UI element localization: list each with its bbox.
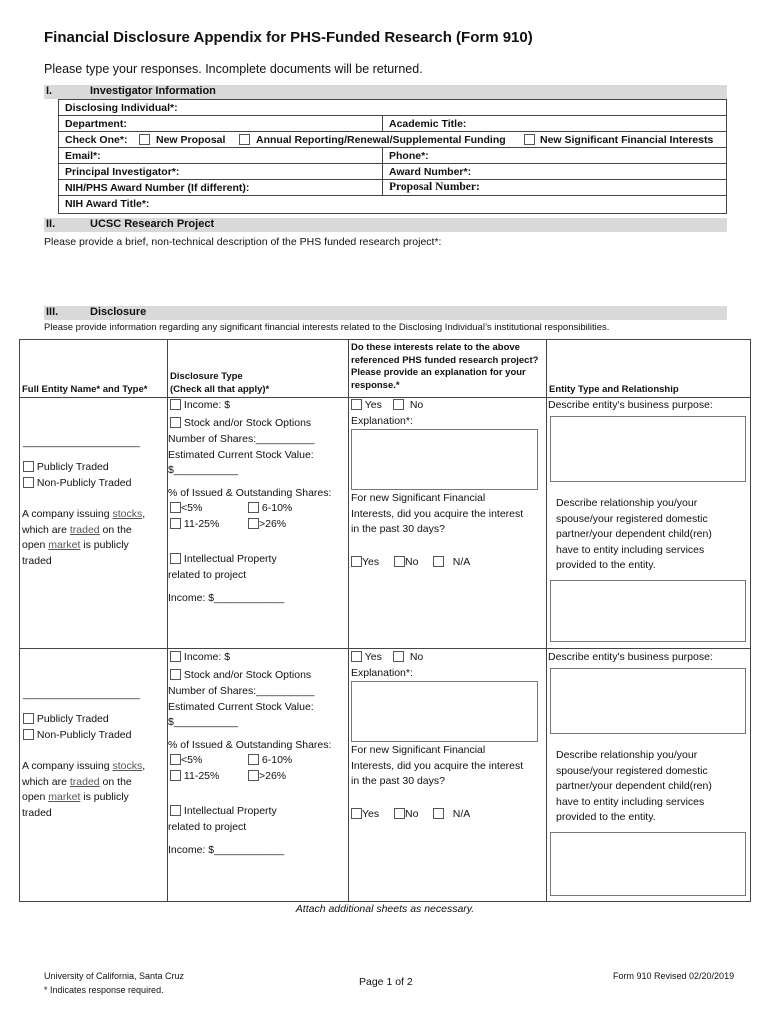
relationship-prompt: Describe relationship you/your spouse/your registered domestic partner/your dependent child(ren) have to entity including services provided to the entity. (556, 497, 712, 571)
relationship-input[interactable] (550, 832, 746, 896)
intellectual-property-option[interactable]: Intellectual Property (170, 804, 277, 820)
relationship-prompt: Describe relationship you/your spouse/your registered domestic partner/your dependent child(ren) have to entity including services provided to the entity. (556, 749, 712, 823)
phone-field[interactable]: Phone*: (389, 150, 429, 162)
stock-options-checkbox[interactable] (170, 417, 181, 428)
non-publicly-traded-checkbox[interactable] (23, 477, 34, 488)
header-relate: Do these interests relate to the above referenced PHS funded research project? Please provide an explanation for your response.* (351, 342, 539, 391)
intellectual-property-label-2: related to project (168, 569, 247, 581)
sfi-no-option[interactable]: No (394, 555, 418, 571)
footer-required-note: * Indicates response required. (44, 985, 164, 995)
number-of-shares-field[interactable]: Number of Shares:__________ (168, 685, 315, 697)
pct-11-25-checkbox[interactable] (170, 770, 181, 781)
publicly-traded-option[interactable]: Publicly Traded (23, 712, 109, 728)
estimated-stock-value-field[interactable]: $___________ (168, 464, 239, 476)
sfi-no-checkbox[interactable] (394, 556, 405, 567)
income-option[interactable]: Income: $ (170, 650, 230, 666)
pct-lt5-option[interactable]: <5% (170, 753, 202, 769)
pct-6-10-option[interactable]: 6-10% (248, 501, 292, 517)
disclosure-entry-1 (20, 398, 750, 648)
new-sfi-question: For new Significant Financial Interests, did you acquire the interest in the past 30 days? (351, 744, 524, 787)
sfi-yes-option[interactable]: Yes (351, 807, 379, 823)
income-checkbox[interactable] (170, 399, 181, 410)
sfi-na-option[interactable]: N/A (433, 807, 470, 823)
nih-award-title-field[interactable]: NIH Award Title*: (65, 198, 150, 210)
email-field[interactable]: Email*: (65, 150, 101, 162)
traded-link[interactable]: traded (69, 775, 100, 788)
disclosure-entry-2 (20, 650, 750, 902)
relate-no-option[interactable]: No (393, 398, 423, 414)
new-sfi-question: For new Significant Financial Interests, did you acquire the interest in the past 30 days? (351, 492, 524, 535)
project-description-prompt: Please provide a brief, non-technical description of the PHS funded research project*: (44, 236, 442, 248)
pct-11-25-option[interactable]: 11-25% (170, 769, 219, 785)
pct-6-10-option[interactable]: 6-10% (248, 753, 292, 769)
sfi-yes-checkbox[interactable] (351, 556, 362, 567)
section-2-label: UCSC Research Project (90, 218, 215, 230)
entity-name-blank[interactable]: ____________________ (23, 436, 140, 448)
section-1-header (44, 85, 727, 99)
explanation-input[interactable] (351, 429, 538, 490)
non-publicly-traded-option[interactable]: Non-Publicly Traded (23, 728, 131, 744)
section-1-number: I. (46, 85, 53, 97)
pct-lt5-checkbox[interactable] (170, 502, 181, 513)
new-sfi-label: New Significant Financial Interests (540, 134, 714, 146)
pct-gt26-option[interactable]: >26% (248, 517, 286, 533)
annual-reporting-checkbox[interactable] (239, 134, 250, 145)
stock-options-checkbox[interactable] (170, 669, 181, 680)
intellectual-property-checkbox[interactable] (170, 553, 181, 564)
stock-options-option[interactable]: Stock and/or Stock Options (170, 416, 311, 432)
relate-no-option[interactable]: No (393, 650, 423, 666)
ip-income-field[interactable]: Income: $____________ (168, 844, 285, 856)
entity-name-blank[interactable]: ____________________ (23, 688, 140, 700)
explanation-input[interactable] (351, 681, 538, 742)
nih-award-number-field[interactable]: NIH/PHS Award Number (If different): (65, 182, 250, 194)
academic-title-field[interactable]: Academic Title: (389, 118, 467, 130)
pct-gt26-checkbox[interactable] (248, 770, 259, 781)
award-number-field[interactable]: Award Number*: (389, 166, 472, 178)
intellectual-property-option[interactable]: Intellectual Property (170, 552, 277, 568)
sfi-na-checkbox[interactable] (433, 808, 444, 819)
check-one-label: Check One*: (65, 134, 128, 146)
project-description-input[interactable] (44, 252, 727, 302)
header-disclosure-type: Disclosure Type (Check all that apply)* (170, 371, 270, 395)
sfi-yes-option[interactable]: Yes (351, 555, 379, 571)
principal-investigator-field[interactable]: Principal Investigator*: (65, 166, 180, 178)
income-option[interactable]: Income: $ (170, 398, 230, 414)
relationship-input[interactable] (550, 580, 746, 642)
non-publicly-traded-checkbox[interactable] (23, 729, 34, 740)
business-purpose-label: Describe entity's business purpose: (548, 399, 713, 411)
section-2-header (44, 218, 727, 232)
annual-reporting-label: Annual Reporting/Renewal/Supplemental Funding (256, 134, 506, 146)
business-purpose-label: Describe entity's business purpose: (548, 651, 713, 663)
business-purpose-input[interactable] (550, 416, 746, 482)
percent-shares-label: % of Issued & Outstanding Shares: (168, 739, 332, 751)
intro-text: Please type your responses. Incomplete documents will be returned. (44, 62, 423, 76)
section-2-number: II. (46, 218, 56, 230)
sfi-yes-checkbox[interactable] (351, 808, 362, 819)
section-3-number: III. (46, 306, 59, 318)
estimated-stock-value-field[interactable]: $___________ (168, 716, 239, 728)
page-title: Financial Disclosure Appendix for PHS-Funded Research (Form 910) (44, 29, 533, 46)
disclosure-description: Please provide information regarding any significant financial interests related to the Disclosing Individual’s institutional responsibilities. (44, 322, 610, 333)
estimated-stock-value-label: Estimated Current Stock Value: (168, 449, 314, 461)
relate-yes-checkbox[interactable] (351, 399, 362, 410)
pct-lt5-checkbox[interactable] (170, 754, 181, 765)
header-entity: Full Entity Name* and Type* (22, 384, 148, 395)
new-proposal-label: New Proposal (156, 134, 226, 146)
non-publicly-traded-option[interactable]: Non-Publicly Traded (23, 476, 131, 492)
percent-shares-label: % of Issued & Outstanding Shares: (168, 487, 332, 499)
relate-yes-option[interactable]: Yes (351, 650, 382, 666)
pct-6-10-checkbox[interactable] (248, 754, 259, 765)
intellectual-property-checkbox[interactable] (170, 805, 181, 816)
pct-6-10-checkbox[interactable] (248, 502, 259, 513)
pct-11-25-option[interactable]: 11-25% (170, 517, 219, 533)
explanation-label: Explanation*: (351, 667, 413, 679)
pct-11-25-checkbox[interactable] (170, 518, 181, 529)
footer-form-revision: Form 910 Revised 02/20/2019 (613, 971, 735, 981)
disclosure-table (19, 339, 751, 902)
traded-link[interactable]: traded (69, 523, 100, 536)
footer-page-number: Page 1 of 2 (359, 976, 413, 988)
section-1-label: Investigator Information (90, 85, 216, 97)
publicly-traded-definition: A company issuing stocks, which are traded on the open market is publicly traded (22, 508, 146, 567)
sfi-no-checkbox[interactable] (394, 808, 405, 819)
publicly-traded-checkbox[interactable] (23, 461, 34, 472)
number-of-shares-field[interactable]: Number of Shares:__________ (168, 433, 315, 445)
ip-income-field[interactable]: Income: $____________ (168, 592, 285, 604)
publicly-traded-option[interactable]: Publicly Traded (23, 460, 109, 476)
relate-yes-option[interactable]: Yes (351, 398, 382, 414)
relate-yes-checkbox[interactable] (351, 651, 362, 662)
section-3-label: Disclosure (90, 306, 147, 318)
pct-lt5-option[interactable]: <5% (170, 501, 202, 517)
new-proposal-checkbox[interactable] (139, 134, 150, 145)
estimated-stock-value-label: Estimated Current Stock Value: (168, 701, 314, 713)
stocks-link[interactable]: stocks (112, 760, 143, 772)
relate-no-checkbox[interactable] (393, 399, 404, 410)
publicly-traded-checkbox[interactable] (23, 713, 34, 724)
pct-gt26-option[interactable]: >26% (248, 769, 286, 785)
check-one-row (59, 132, 726, 148)
market-link[interactable]: market (48, 539, 81, 551)
proposal-number-field[interactable]: Proposal Number: (389, 181, 480, 193)
publicly-traded-definition: A company issuing stocks, which are traded on the open market is publicly traded (22, 760, 146, 819)
disclosing-individual-field[interactable]: Disclosing Individual*: (65, 102, 178, 114)
department-field[interactable]: Department: (65, 118, 127, 130)
sfi-no-option[interactable]: No (394, 807, 418, 823)
section-3-header (44, 306, 727, 320)
sfi-na-option[interactable]: N/A (433, 555, 470, 571)
stock-options-option[interactable]: Stock and/or Stock Options (170, 668, 311, 684)
pct-gt26-checkbox[interactable] (248, 518, 259, 529)
sfi-na-checkbox[interactable] (433, 556, 444, 567)
attach-note: Attach additional sheets as necessary. (295, 903, 475, 915)
market-link[interactable]: market (48, 791, 81, 803)
investigator-info-grid (58, 99, 727, 214)
intellectual-property-label-2: related to project (168, 821, 247, 833)
income-checkbox[interactable] (170, 651, 181, 662)
business-purpose-input[interactable] (550, 668, 746, 734)
header-entity-relationship: Entity Type and Relationship (549, 384, 679, 395)
new-sfi-checkbox[interactable] (524, 134, 535, 145)
footer-university: University of California, Santa Cruz (44, 971, 185, 981)
explanation-label: Explanation*: (351, 415, 413, 427)
relate-no-checkbox[interactable] (393, 651, 404, 662)
stocks-link[interactable]: stocks (112, 508, 143, 520)
